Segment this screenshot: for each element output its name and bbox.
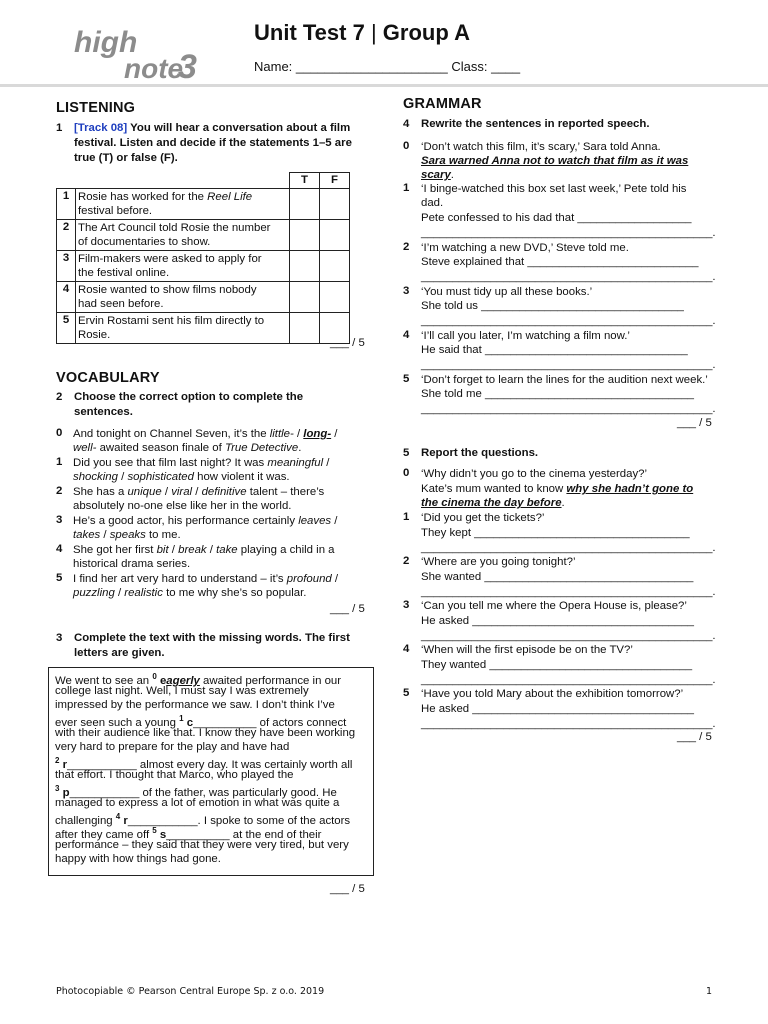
question-line [73,456,329,470]
gap-letter: s [159,828,167,841]
statement [76,281,290,312]
answer-cell-true[interactable] [290,281,320,312]
text: . [298,442,302,454]
text: / [331,515,338,527]
text: / [114,587,125,599]
text: / [168,544,179,556]
text-line: that effort. I thought that Marco, who played the [55,769,294,781]
item-number: 0 [56,427,63,439]
grammar-task5-score: ___ / 5 [677,731,712,743]
item-number: 2 [403,241,410,253]
answer-line[interactable]: Pete confessed to his dad that __________________ [421,212,692,224]
text: We went to see an [55,674,153,687]
option[interactable]: meaningful [267,457,324,469]
answer-cell-true[interactable] [290,188,320,219]
text: / [161,486,172,498]
instruction-line: letters are given. [74,647,165,659]
option[interactable]: sophisticated [127,471,194,483]
task-number: 1 [56,122,63,134]
text-line: college last night. Well, I must say I was extremely [55,685,309,697]
listening-instruction [56,121,366,166]
text-line: impressed by the performance we saw. I don’t think I’ve [55,699,335,711]
track-link[interactable]: [Track 08] [74,122,128,134]
item-number: 4 [56,543,63,555]
answer-text: scary [421,169,451,181]
item-number: 4 [403,643,410,655]
item-number: 4 [403,329,410,341]
answer-line[interactable]: ______________________________________________. [421,227,716,239]
gap-blank[interactable]: __________ at the end of their [166,828,322,841]
grammar-task4-instruction [403,117,723,132]
instruction-line: festival. Listen and decide if the statements 1–5 are [74,137,352,149]
statement [76,312,290,343]
table-header-row [57,173,350,189]
text: / [331,573,339,585]
class-label: Class: [451,59,488,74]
header-spacer [76,173,290,189]
option[interactable]: realistic [124,587,163,599]
page-title [254,20,470,46]
answer-cell-false[interactable] [320,281,350,312]
gap-fill-text-box [48,667,374,876]
copyright-footer: Photocopiable © Pearson Central Europe Sp. z o.o. 2019 [56,986,325,997]
answer-cell-true[interactable] [290,250,320,281]
title-separator: | [370,20,377,45]
question-line [73,470,290,484]
item-number: 1 [403,511,410,523]
answer-line[interactable]: ______________________________________________. [421,674,716,686]
answer-line[interactable]: ______________________________________________. [421,586,716,598]
answer-cell-false[interactable] [320,250,350,281]
text: And tonight on Channel Seven, it’s the [73,428,270,440]
listening-heading: LISTENING [56,100,136,116]
title-group: Group A [382,20,470,45]
name-label: Name: [254,59,293,74]
option[interactable]: puzzling [73,587,115,599]
example-answer [421,154,688,168]
text: I find her art very hard to understand – it’s [73,573,287,585]
text-line: managed to express a lot of emotion in what was quite a [55,797,340,809]
text-task-score: ___ / 5 [330,883,365,895]
logo-number: 3 [178,48,197,84]
item-number: 1 [403,182,410,194]
answer-line[interactable]: He said that ________________________________ [421,344,688,356]
table-row [57,281,350,312]
text: to me why she’s so popular. [162,587,307,599]
example-line [73,441,301,455]
item-number: 0 [403,467,410,479]
item-number: 3 [56,514,63,526]
example-line [73,427,337,441]
answer-line[interactable]: They wanted ________________________________ [421,659,693,671]
table-row [57,312,350,343]
task-number: 4 [403,118,410,130]
text: She has a [73,486,128,498]
answer-line[interactable]: They kept __________________________________ [421,527,690,539]
answer-line[interactable]: She told me _________________________________ [421,388,695,400]
listening-score: ___ / 5 [330,337,365,349]
answer-text: why she hadn’t gone to [566,483,694,495]
grammar-heading: GRAMMAR [403,96,482,112]
table-row [57,219,350,250]
text: to me. [145,529,181,541]
gap-letter: c [186,716,194,729]
name-class-line [254,59,520,74]
answer-cell-false[interactable] [320,188,350,219]
answer-cell-true[interactable] [290,219,320,250]
statement-text: had seen before. [78,298,164,310]
text: . [450,169,454,181]
item-number: 1 [57,188,76,219]
text-task-instruction [56,631,366,661]
gap-number: 4 [115,812,121,821]
task-number: 2 [56,391,63,403]
instruction-line: Complete the text with the missing words. The first [74,632,350,644]
high-note-logo [72,26,207,84]
logo-word-note: note [124,53,184,84]
gap-number: 3 [55,784,60,793]
true-false-table [56,172,350,344]
item-number: 3 [403,599,410,611]
item-number: 5 [56,572,63,584]
prompt: ‘When will the first episode be on the TV?’ [421,644,633,656]
text: awaited performance in our [199,674,342,687]
statement-text: of documentaries to show. [78,236,211,248]
item-number: 2 [56,485,63,497]
gap-blank[interactable]: __________ of actors connect [193,716,347,729]
prompt: ‘Where are you going tonight?’ [421,556,576,568]
answer-line[interactable]: ______________________________________________. [421,718,716,730]
class-field[interactable]: ____ [491,59,521,74]
item-number: 0 [403,140,410,152]
example-answer [421,482,693,496]
text: / [293,428,304,440]
text: Did you see that film last night? It was [73,457,268,469]
answer-line[interactable]: He asked ___________________________________ [421,615,695,627]
item-number: 3 [57,250,76,281]
prompt: ‘I’m watching a new DVD,’ Steve told me. [421,242,629,254]
option[interactable]: break [178,544,207,556]
statement-text: Rosie. [78,329,111,341]
answer-line[interactable]: ______________________________________________. [421,315,716,327]
table-row [57,250,350,281]
statement-text: Rosie wanted to show films nobody [78,283,257,296]
statement [76,219,290,250]
answer-cell-false[interactable] [320,219,350,250]
gap-letter: r [62,758,68,771]
table-row [57,188,350,219]
option[interactable]: little- [269,428,294,440]
gap-example: agerly [166,674,200,687]
header-divider [0,84,768,87]
column-true: T [290,173,320,189]
column-false: F [320,173,350,189]
option[interactable]: bit [156,544,169,556]
vocabulary-instruction [56,390,366,420]
text: / [323,457,330,469]
answer-line[interactable]: Steve explained that ___________________________ [421,256,699,268]
instruction-line: sentences. [74,406,133,418]
gap-letter: e [159,674,167,687]
header-spacer [57,173,76,189]
statement-text: Ervin Rostami sent his film directly to [78,314,265,327]
text-line: very hard to prepare for the play and have had [55,741,290,753]
text-line: performance – they said that they were very tired, but very [55,839,349,851]
item-number: 5 [403,373,410,385]
answer-line[interactable]: She wanted _________________________________ [421,571,694,583]
option[interactable]: leaves [298,515,332,527]
statement [76,188,290,219]
text: playing a child in a [237,544,335,556]
statement-title: Reel Life [207,190,253,203]
gap-blank[interactable]: ___________ of the father, was particularly good. He [69,786,337,799]
item-number: 2 [57,219,76,250]
gap-blank[interactable]: ___________ almost every day. It was certainly worth all [67,758,353,771]
vocabulary-heading: VOCABULARY [56,370,160,386]
text: He’s a good actor, his performance certainly [73,515,299,527]
example-prompt: ‘Don’t watch this film, it’s scary,’ Sara told Anna. [421,141,661,153]
example-answer [421,168,454,182]
instruction-line: true (T) or false (F). [74,152,178,164]
gap-number: 0 [152,672,157,681]
question-line: absolutely no-one else like her in the world. [73,500,292,512]
name-field[interactable]: _____________________ [295,59,448,74]
prompt: ‘You must tidy up all these books.’ [421,286,593,298]
text: challenging [55,814,116,827]
statement [76,250,290,281]
prompt: ‘Did you get the tickets?’ [421,512,545,524]
question-line [73,572,338,586]
text: talent – there’s [246,486,325,498]
answer-text: Sara warned Anna not to watch that film as it was [421,155,689,167]
text: She got her first [73,544,157,556]
question-line [73,485,324,499]
text: after they came off [55,828,153,841]
item-number: 2 [403,555,410,567]
prompt: ‘Don’t forget to learn the lines for the audition next week.’ [421,374,708,386]
option[interactable]: viral [171,486,193,498]
gap-number: 5 [152,826,157,835]
vocabulary-score: ___ / 5 [330,603,365,615]
question-line [73,514,337,528]
text: / [117,471,128,483]
item-number: 4 [57,281,76,312]
prompt: dad. [421,197,444,209]
question-line [73,528,181,542]
example-prompt: ‘Why didn’t you go to the cinema yesterday?’ [421,468,648,480]
answer-line[interactable]: ______________________________________________. [421,542,716,554]
question-line [73,586,306,600]
page-number: 1 [706,986,713,997]
gap-number: 2 [55,756,60,765]
prompt: ‘I binge-watched this box set last week,’ Pete told his [421,183,687,195]
instruction-line: Choose the correct option to complete the [74,391,304,403]
option[interactable]: well- [73,442,97,454]
prompt: ‘I’ll call you later, I’m watching a film now.’ [421,330,630,342]
text-line: with their audience like that. I know they have been working [55,727,356,739]
gap-letter: r [123,814,128,827]
text: awaited season finale of [96,442,225,454]
question-line: historical drama series. [73,558,191,570]
option[interactable]: take [216,544,238,556]
text-line: happy with how things had gone. [55,853,221,865]
title-unit: Unit Test 7 [254,20,365,45]
text: Kate’s mum wanted to know [421,483,567,495]
item-number: 5 [57,312,76,343]
answer-cell-true[interactable] [290,312,320,343]
statement-text: The Art Council told Rosie the number [78,221,271,234]
option[interactable]: takes [73,529,101,541]
grammar-task5-instruction [403,446,723,461]
instruction-line: Report the questions. [421,447,539,459]
option[interactable]: definitive [201,486,247,498]
option-selected[interactable]: long- [303,428,332,440]
option[interactable]: unique [127,486,162,498]
statement-text: festival before. [78,205,153,217]
gap-letter: p [62,786,70,799]
text: ever seen such a young [55,716,180,729]
gap-blank[interactable]: ___________. I spoke to some of the actors [127,814,351,827]
gap-number: 1 [179,714,184,723]
item-number: 5 [403,687,410,699]
text: / [100,529,110,541]
option[interactable]: shocking [73,471,118,483]
text: / [331,428,338,440]
instruction-line: Rewrite the sentences in reported speech. [421,118,650,130]
instruction-line: You will hear a conversation about a film [130,122,351,134]
option[interactable]: speaks [109,529,146,541]
logo-word-high: high [74,26,138,59]
answer-text: the cinema the day before [421,497,562,509]
prompt: ‘Can you tell me where the Opera House is, please?’ [421,600,687,612]
prompt: ‘Have you told Mary about the exhibition tomorrow?’ [421,688,684,700]
item-number: 3 [403,285,410,297]
task-number: 5 [403,447,410,459]
answer-line[interactable]: ______________________________________________. [421,359,716,371]
task-number: 3 [56,632,63,644]
example-answer [421,496,565,510]
text: how violent it was. [193,471,290,483]
statement-text: Film-makers were asked to apply for [78,252,262,265]
item-number: 1 [56,456,63,468]
answer-line[interactable]: He asked ___________________________________ [421,703,695,715]
answer-line[interactable]: ______________________________________________. [421,403,716,415]
answer-line[interactable]: She told us ________________________________ [421,300,684,312]
option[interactable]: profound [286,573,332,585]
grammar-task4-score: ___ / 5 [677,417,712,429]
text-title: True Detective [224,442,299,454]
question-line [73,543,335,557]
answer-line[interactable]: ______________________________________________. [421,630,716,642]
text: / [192,486,202,498]
statement-text: the festival online. [78,267,170,279]
statement-text: Rosie has worked for the [78,190,208,203]
text: / [206,544,217,556]
answer-line[interactable]: ______________________________________________. [421,271,716,283]
text: . [561,497,565,509]
